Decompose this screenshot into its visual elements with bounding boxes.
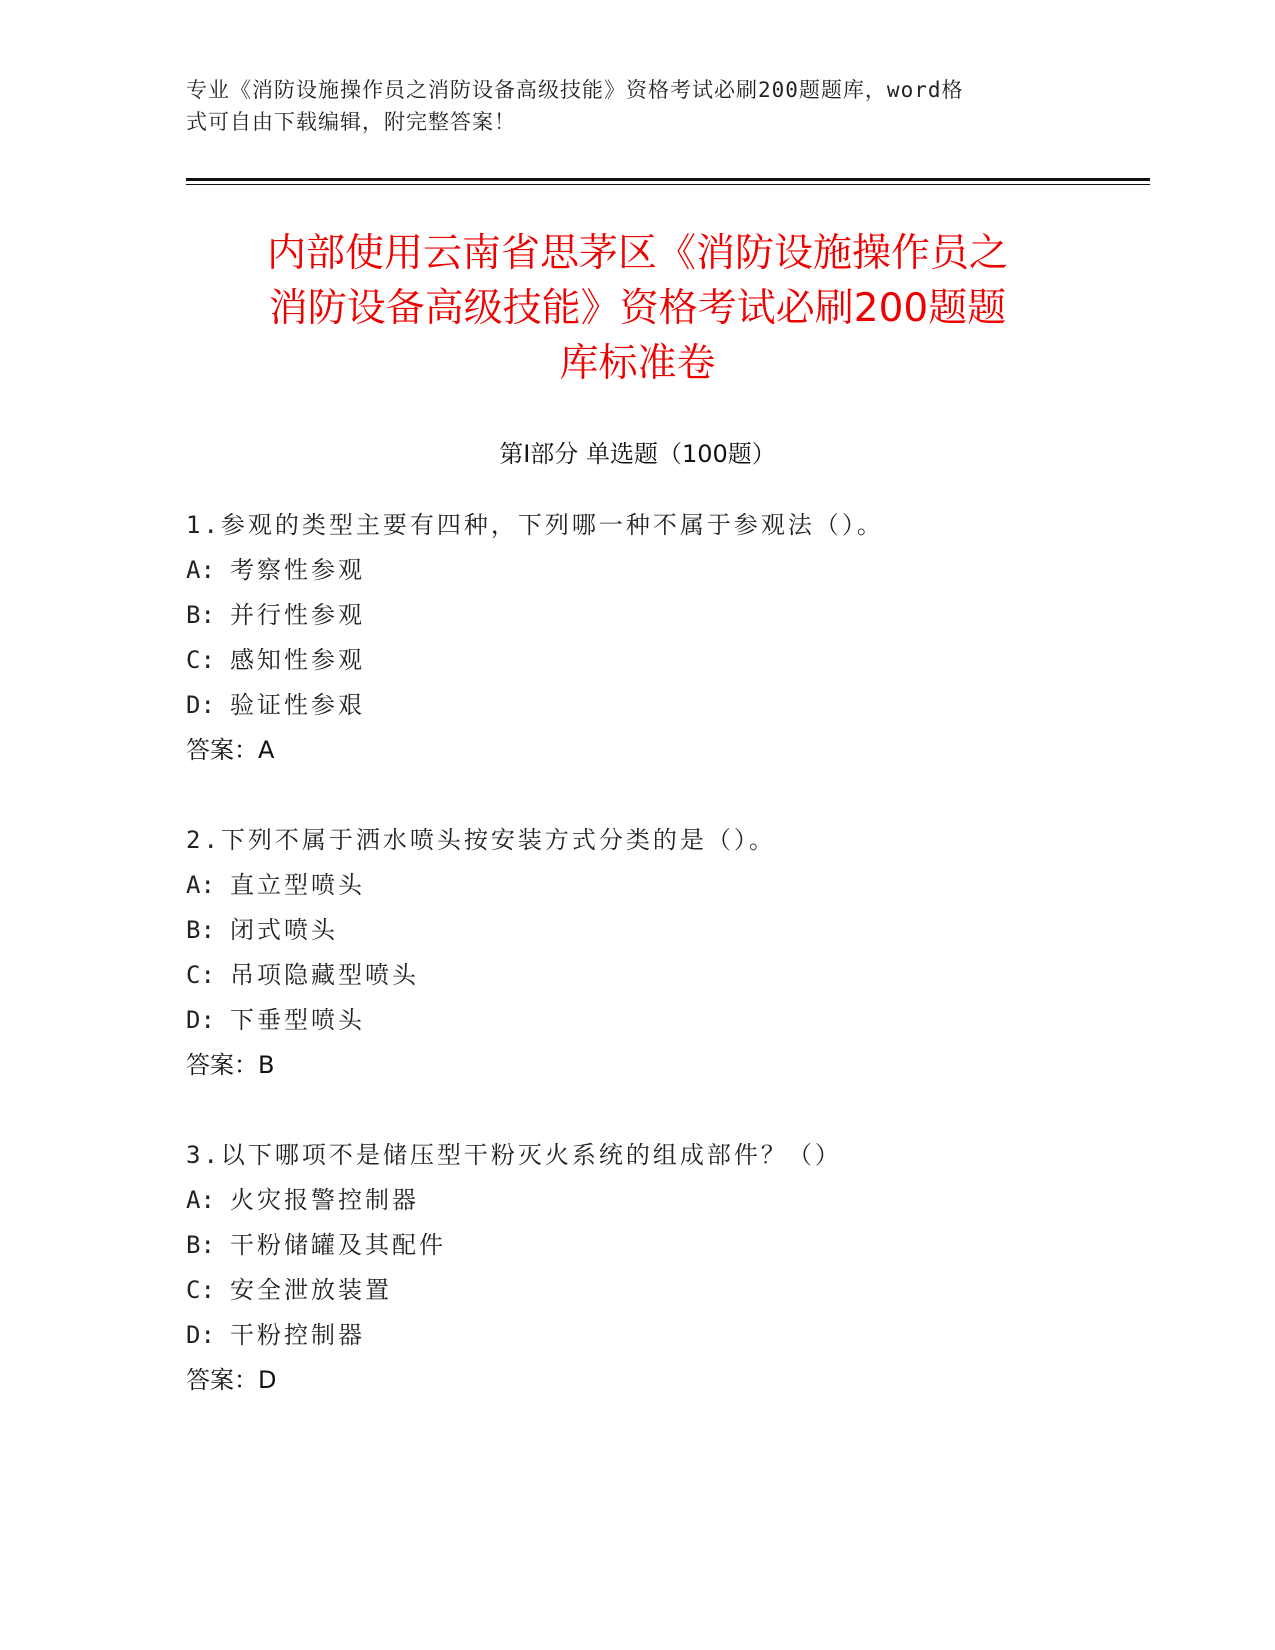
option-text: 直立型喷头 <box>230 871 365 899</box>
option-text: 干粉储罐及其配件 <box>230 1231 446 1259</box>
option-key: D: <box>186 1321 215 1349</box>
option-text: 验证性参艰 <box>230 691 365 719</box>
option-key: D: <box>186 691 215 719</box>
option-a <box>186 863 1116 908</box>
option-a <box>186 1178 1116 1223</box>
option-b <box>186 593 1116 638</box>
option-c <box>186 953 1116 998</box>
option-c <box>186 1268 1116 1313</box>
option-text: 并行性参观 <box>230 601 365 629</box>
header-divider-thick <box>186 178 1150 181</box>
answer: 答案：A <box>186 736 275 764</box>
option-d <box>186 683 1116 728</box>
option-key: A: <box>186 1186 215 1214</box>
option-key: B: <box>186 916 215 944</box>
header-divider-thin <box>186 184 1150 185</box>
header-note-line-2: 式可自由下载编辑，附完整答案！ <box>186 110 516 134</box>
option-key: C: <box>186 1276 215 1304</box>
question-stem: 1.参观的类型主要有四种，下列哪一种不属于参观法（）。 <box>186 511 884 539</box>
option-key: A: <box>186 871 215 899</box>
option-text: 闭式喷头 <box>230 916 338 944</box>
option-key: C: <box>186 646 215 674</box>
option-key: C: <box>186 961 215 989</box>
option-b <box>186 1223 1116 1268</box>
option-text: 考察性参观 <box>230 556 365 584</box>
document-title-line-3: 库标准卷 <box>559 341 716 386</box>
option-key: B: <box>186 601 215 629</box>
document-title-line-1: 内部使用云南省思茅区《消防设施操作员之 <box>266 231 1008 276</box>
option-text: 火灾报警控制器 <box>230 1186 419 1214</box>
document-title <box>150 226 1125 391</box>
option-text: 下垂型喷头 <box>230 1006 365 1034</box>
header-note <box>186 74 1066 138</box>
option-text: 干粉控制器 <box>230 1321 365 1349</box>
question-stem: 2.下列不属于洒水喷头按安装方式分类的是（）。 <box>186 826 776 854</box>
option-b <box>186 908 1116 953</box>
option-c <box>186 638 1116 683</box>
option-text: 吊项隐藏型喷头 <box>230 961 419 989</box>
answer: 答案：D <box>186 1366 277 1394</box>
header-note-line-1: 专业《消防设施操作员之消防设备高级技能》资格考试必刷200题题库，word格 <box>186 78 964 102</box>
option-text: 感知性参观 <box>230 646 365 674</box>
option-key: A: <box>186 556 215 584</box>
question-stem: 3.以下哪项不是储压型干粉灭火系统的组成部件？（） <box>186 1141 842 1169</box>
document-title-line-2: 消防设备高级技能》资格考试必刷200题题 <box>268 286 1007 331</box>
option-a <box>186 548 1116 593</box>
option-key: B: <box>186 1231 215 1259</box>
question-1 <box>186 503 1116 773</box>
question-2 <box>186 818 1116 1088</box>
option-d <box>186 998 1116 1043</box>
question-3 <box>186 1133 1116 1403</box>
option-key: D: <box>186 1006 215 1034</box>
option-text: 安全泄放装置 <box>230 1276 392 1304</box>
section-title: 第Ⅰ部分 单选题（100题） <box>499 440 776 468</box>
option-d <box>186 1313 1116 1358</box>
answer: 答案：B <box>186 1051 275 1079</box>
